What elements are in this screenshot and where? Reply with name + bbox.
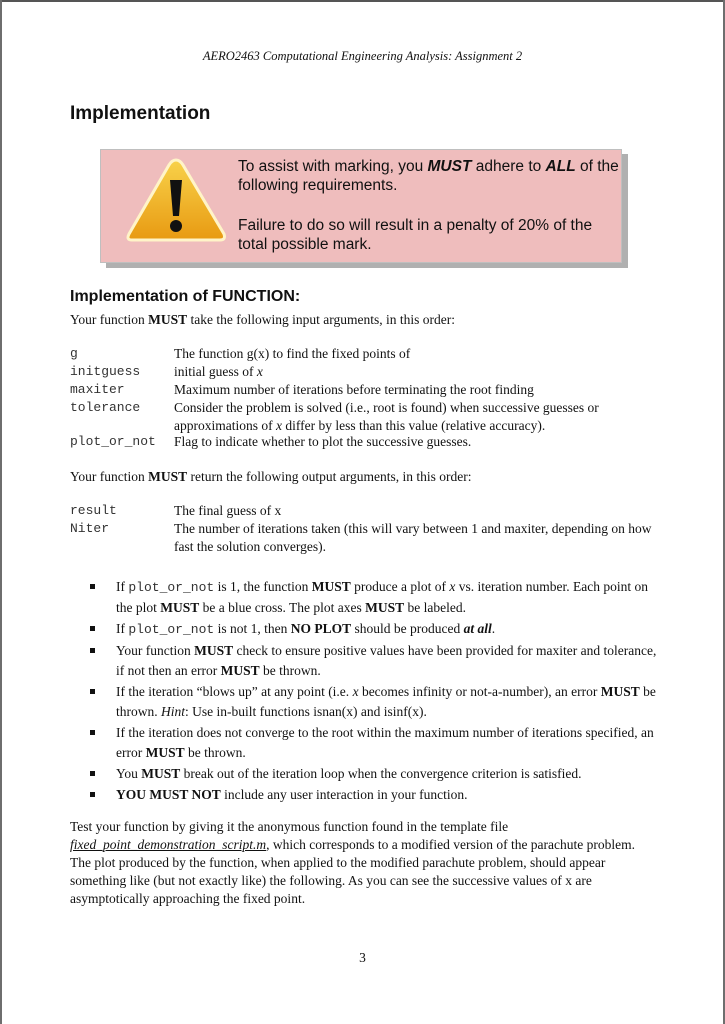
bullet-text-part: at all (463, 621, 492, 636)
intro-text: return the following output arguments, in this order: (187, 469, 472, 484)
bullet-icon (90, 689, 95, 694)
bullet-text-part: becomes infinity or not-a-number), an error (358, 684, 601, 699)
arg-desc-var: x (256, 364, 263, 379)
arg-desc-var: x (275, 418, 282, 433)
bullet-text-part: MUST (220, 663, 260, 678)
intro-must: MUST (148, 469, 188, 484)
arg-name-g: g (70, 346, 78, 361)
arg-desc-text: Consider the problem is solved (i.e., root is found) when successive guesses or approximations of (174, 400, 599, 433)
input-args-intro (70, 311, 455, 329)
bullet-icon (90, 792, 95, 797)
bullet-text-part (464, 621, 492, 636)
bullet-text-part: MUST (311, 579, 351, 594)
list-item (90, 641, 660, 681)
intro-must: MUST (148, 312, 188, 327)
bullet-text-part: MUST (160, 600, 200, 615)
bullet-text-part: x (352, 684, 359, 699)
bullet-text-part: plot_or_not (128, 622, 215, 637)
bullet-text-part: should be produced (351, 621, 464, 636)
list-item (90, 785, 660, 805)
bullet-text-part: check to ensure positive values have been provided for maxiter and tolerance, if not then an error (116, 643, 657, 678)
bullet-text-part: is not 1, then (214, 621, 291, 636)
implementation-heading: Implementation (70, 103, 211, 124)
warning-text-part: adhere to (471, 158, 546, 175)
bullet-text-part: MUST (365, 600, 405, 615)
intro-text: take the following input arguments, in this order: (187, 312, 455, 327)
warning-text-part: of the following requirements. (238, 158, 619, 194)
warning-penalty-text: Failure to do so will result in a penalty of 20% of the total possible mark. (238, 217, 593, 253)
arg-name-tolerance: tolerance (70, 400, 141, 415)
bullet-text-part: MUST (194, 643, 234, 658)
list-item (90, 682, 660, 722)
page-number: 3 (359, 950, 366, 965)
arg-desc-text: initial guess of (174, 364, 257, 379)
bullet-icon (90, 584, 95, 589)
warning-all-emphasis: ALL (545, 158, 576, 175)
arg-desc-maxiter: Maximum number of iterations before terminating the root finding (174, 382, 534, 397)
list-item (90, 723, 660, 763)
function-section-heading: Implementation of FUNCTION: (70, 288, 301, 305)
bullet-icon (90, 626, 95, 631)
arg-name-maxiter: maxiter (70, 382, 125, 397)
bullet-icon (90, 771, 95, 776)
bullet-icon (90, 730, 95, 735)
running-header: AERO2463 Computational Engineering Analysis: Assignment 2 (202, 49, 523, 63)
bullet-text-part: is 1, the function (214, 579, 312, 594)
document-page (2, 0, 723, 1024)
output-args-intro (70, 468, 472, 486)
intro-text: Your function (70, 469, 149, 484)
bullet-text-part: plot_or_not (128, 580, 215, 595)
bullet-text-part: If (116, 579, 129, 594)
bullet-text-part: produce a plot of (350, 579, 450, 594)
out-name-niter: Niter (70, 521, 110, 536)
bullet-text-part: Your function (116, 643, 195, 658)
bullet-text-part: Hint (161, 704, 186, 719)
bullet-text-part: MUST (141, 766, 181, 781)
arg-desc-initguess (174, 363, 654, 381)
bullet-text-part: . (491, 621, 496, 636)
bullet-text-part: If the iteration does not converge to the root within the maximum number of iterations specified, an error (116, 725, 654, 760)
bullet-text-part: MUST (145, 745, 185, 760)
arg-name-plot-or-not: plot_or_not (70, 434, 156, 449)
warning-must-emphasis: MUST (427, 158, 472, 175)
bullet-text-part: be a blue cross. The plot axes (199, 600, 366, 615)
warning-requirements-text (238, 157, 622, 195)
arg-desc-text: differ by less than this value (relative accuracy). (281, 418, 546, 433)
arg-desc-plot-or-not: Flag to indicate whether to plot the successive guesses. (174, 434, 472, 449)
out-name-result: result (70, 503, 117, 518)
bullet-text-part: NO PLOT (290, 621, 352, 636)
bullet-text-part: be labeled. (404, 600, 466, 615)
bullet-text-part: : Use in-built functions isnan(x) and isinf(x). (185, 704, 427, 719)
out-desc-niter: The number of iterations taken (this will vary between 1 and maxiter, depending on how fast the solution converges). (174, 521, 652, 554)
bullet-text-part: x (449, 579, 456, 594)
paragraph-text: Test your function by giving it the anonymous function found in the template file (70, 819, 509, 834)
bullet-text-part: vs. iteration number. Each point on the plot (116, 579, 649, 615)
requirements-list (90, 577, 660, 806)
script-filename: fixed_point_demonstration_script.m (70, 837, 267, 852)
bullet-text-part: If the iteration “blows up” at any point (i.e. (116, 684, 353, 699)
list-item (90, 577, 660, 618)
bullet-text-part: be thrown. (116, 684, 656, 719)
arg-desc-tolerance (174, 399, 654, 435)
bullet-icon (90, 648, 95, 653)
bullet-text-part: be thrown. (259, 663, 321, 678)
bullet-text-part: YOU MUST NOT (116, 787, 221, 802)
warning-text-part: To assist with marking, you (238, 158, 428, 175)
bullet-text-part: You (116, 766, 142, 781)
arg-name-initguess: initguess (70, 364, 141, 379)
out-desc-result: The final guess of x (174, 503, 282, 518)
list-item (90, 619, 660, 640)
bullet-text-part: break out of the iteration loop when the convergence criterion is satisfied. (180, 766, 582, 781)
intro-text: Your function (70, 312, 149, 327)
test-instructions-paragraph (70, 818, 650, 908)
bullet-text-part: include any user interaction in your function. (220, 787, 468, 802)
bullet-text-part: If (116, 621, 129, 636)
bullet-text-part: MUST (600, 684, 640, 699)
arg-desc-g: The function g(x) to find the fixed points of (174, 346, 411, 361)
bullet-text-part: be thrown. (184, 745, 246, 760)
paragraph-text: , which corresponds to a modified version of the parachute problem. The plot produced by the function, when applied to the modified parachute problem, should appear something like (but not exactly like) the following. As you can see the successive values of x are asymptotically approaching the fixed point. (70, 837, 636, 906)
list-item (90, 764, 660, 784)
warning-triangle-icon (124, 156, 228, 244)
